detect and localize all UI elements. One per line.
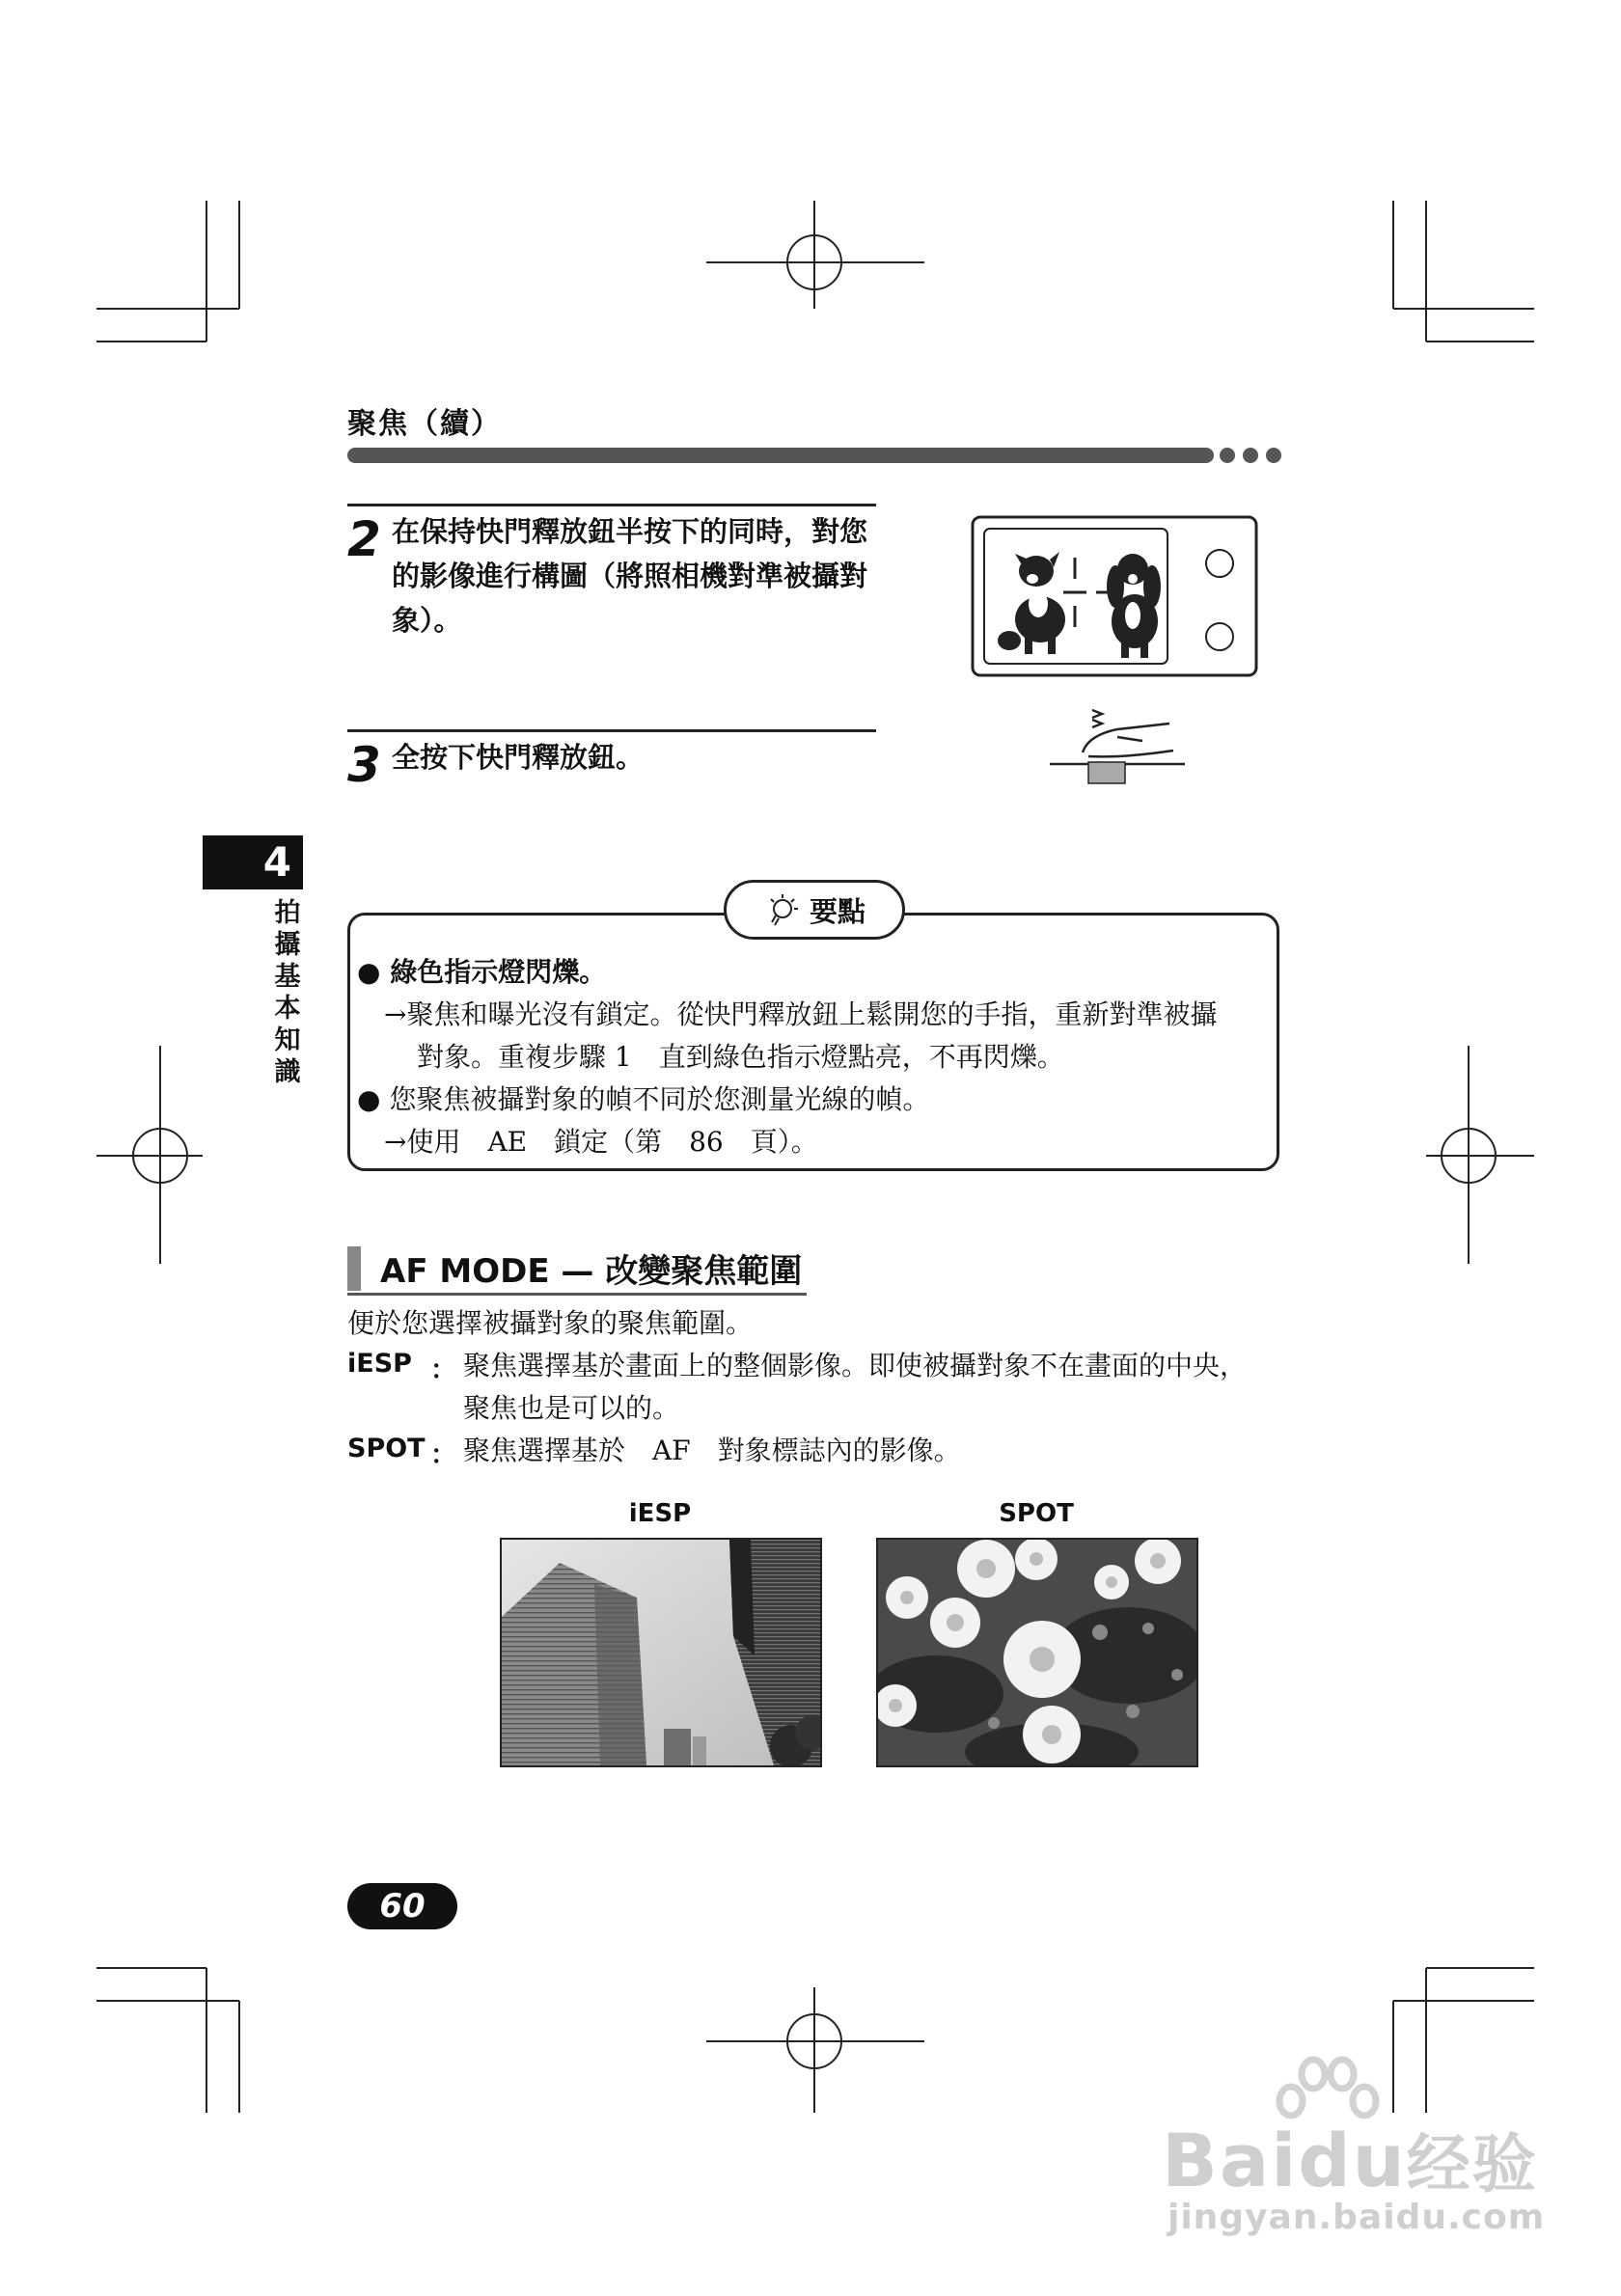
daisies-photo-svg xyxy=(878,1540,1196,1765)
tips-header xyxy=(724,880,905,940)
watermark-url: jingyan.baidu.com xyxy=(1168,2198,1546,2237)
section-underline xyxy=(347,1293,807,1296)
mode-colon: ： xyxy=(430,1440,456,1470)
page-number: 60 xyxy=(347,1883,457,1929)
step-divider xyxy=(347,504,876,506)
step-text xyxy=(392,735,893,779)
section-marker xyxy=(347,1246,361,1291)
tip-detail: →聚焦和曝光沒有鎖定。從快門釋放鈕上鬆開您的手指，重新對準被攝 xyxy=(384,998,1218,1030)
mode-description xyxy=(463,1345,1293,1430)
header-dot xyxy=(1220,448,1235,463)
step-text xyxy=(392,509,893,642)
chapter-title-char: 攝 xyxy=(274,930,301,960)
chapter-title-char: 本 xyxy=(274,994,301,1024)
watermark-brand-latin: Bai xyxy=(1162,2118,1299,2203)
watermark-brand-cn: 经验 xyxy=(1406,2127,1538,2201)
step-text-line: 象）。 xyxy=(392,604,462,637)
camera-screen-illustration xyxy=(971,515,1260,683)
watermark-brand xyxy=(1162,2113,1538,2204)
header-rule xyxy=(347,448,1214,463)
chapter-title xyxy=(268,897,307,1088)
finger-press-icon xyxy=(1050,704,1185,785)
tip-bullet: ● 綠色指示燈閃爍。 xyxy=(357,956,607,988)
photo-caption: SPOT xyxy=(999,1499,1074,1528)
tips-title: 要點 xyxy=(809,894,865,928)
chapter-title-char: 拍 xyxy=(274,898,301,928)
section-intro: 便於您選擇被攝對象的聚焦範圍。 xyxy=(347,1307,754,1339)
header-dot xyxy=(1243,448,1258,463)
mode-description xyxy=(463,1430,1293,1472)
tip-bullet-text: 您聚焦被攝對象的幀不同於您測量光線的幀。 xyxy=(389,1083,930,1115)
chapter-title-char: 知 xyxy=(274,1025,301,1055)
mode-colon: ： xyxy=(430,1355,456,1385)
mode-description-line: 聚焦也是可以的。 xyxy=(463,1392,680,1424)
camera-lcd-icon xyxy=(971,515,1260,679)
photo-caption: iESP xyxy=(628,1499,692,1528)
section-heading: AF MODE — 改變聚焦範圍 xyxy=(380,1252,803,1291)
tip-detail: →使用 AE 鎖定（第 86 頁）。 xyxy=(384,1126,818,1158)
header-dot xyxy=(1266,448,1281,463)
lightbulb-icon xyxy=(763,891,800,928)
tip-bullet-text: 綠色指示燈閃爍。 xyxy=(390,956,607,988)
step-text-line: 在保持快門釋放鈕半按下的同時，對您 xyxy=(392,515,868,548)
step-text-line: 全按下快門釋放鈕。 xyxy=(392,741,645,774)
baidu-watermark xyxy=(1162,2053,1548,2246)
shutter-press-illustration xyxy=(1050,704,1185,789)
buildings-photo xyxy=(500,1538,822,1767)
watermark-brand-latin2: du xyxy=(1298,2118,1407,2203)
tip-bullet: ● 您聚焦被攝對象的幀不同於您測量光線的幀。 xyxy=(357,1083,930,1115)
mode-label: iESP xyxy=(347,1349,412,1379)
page-title: 聚焦（續） xyxy=(347,407,502,441)
buildings-photo-svg xyxy=(502,1540,820,1765)
chapter-title-char: 基 xyxy=(274,962,301,992)
step-number: 2 xyxy=(347,511,381,567)
mode-description-line: 聚焦選擇基於畫面上的整個影像。即使被攝對象不在畫面的中央， xyxy=(463,1350,1248,1381)
chapter-number: 4 xyxy=(203,835,303,889)
daisies-photo xyxy=(876,1538,1198,1767)
step-text-line: 的影像進行構圖（將照相機對準被攝對 xyxy=(392,560,868,592)
tips-content xyxy=(357,951,1274,1163)
step-divider xyxy=(347,729,876,732)
step-number: 3 xyxy=(347,737,381,793)
chapter-title-char: 識 xyxy=(274,1057,301,1087)
mode-description-line: 聚焦選擇基於 AF 對象標誌內的影像。 xyxy=(463,1435,961,1466)
tip-detail: 對象。重複步驟 1 直到綠色指示燈點亮，不再閃爍。 xyxy=(417,1041,1064,1073)
mode-label: SPOT xyxy=(347,1434,426,1463)
